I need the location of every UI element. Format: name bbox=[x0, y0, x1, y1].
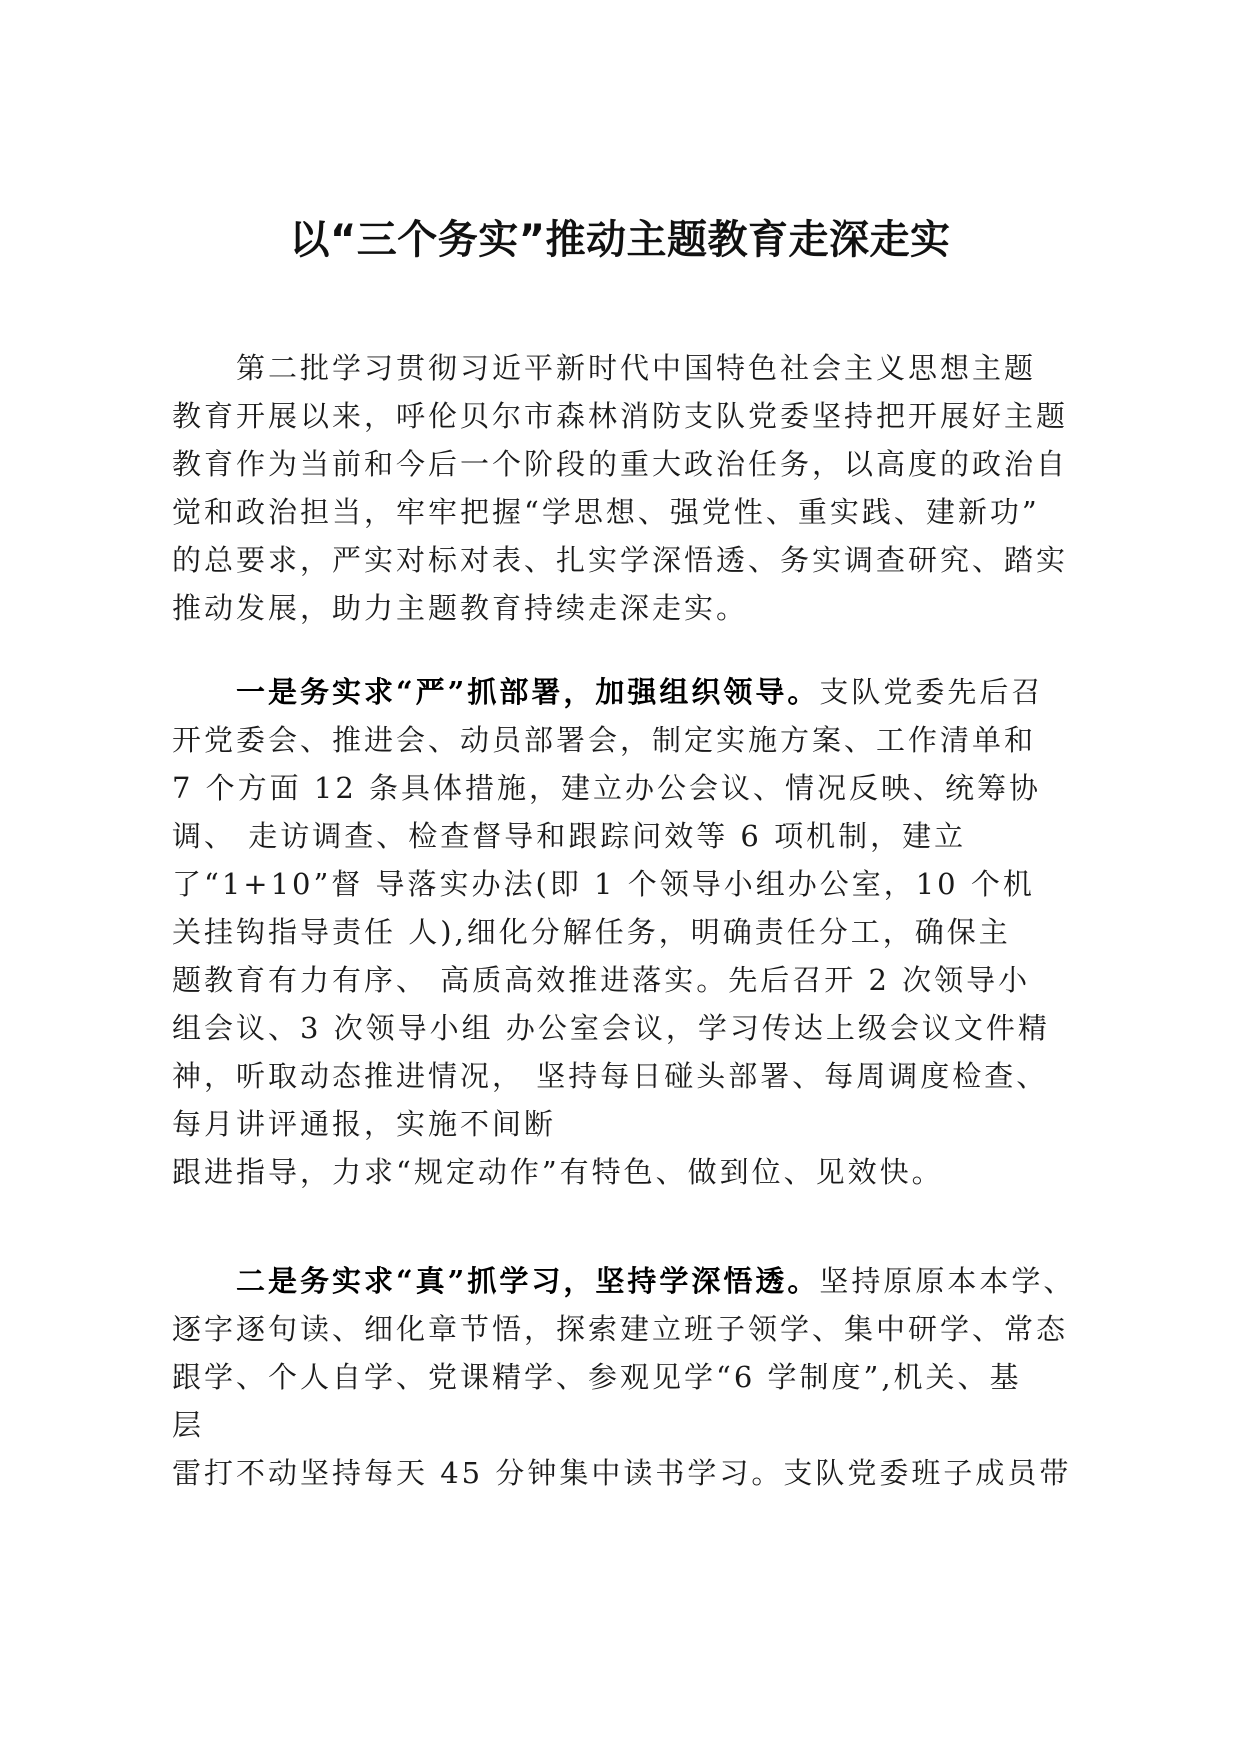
text-line: 调、 走访调查、检查督导和跟踪问效等 6 项机制，建立 bbox=[172, 819, 967, 853]
text-line: 神，听取动态推进情况， 坚持每日碰头部署、每周调度检查、 bbox=[172, 1059, 1049, 1093]
text-line: 了“1+10”督 导落实办法(即 1 个领导小组办公室，10 个机 bbox=[172, 867, 1035, 901]
section-2-heading: 二是务实求“真”抓学习，坚持学深悟透。 bbox=[236, 1264, 820, 1298]
section-2-paragraph bbox=[172, 1257, 1092, 1497]
text-line: 第二批学习贯彻习近平新时代中国特色社会主义思想主题 bbox=[236, 351, 1037, 385]
text-line: 推动发展，助力主题教育持续走深走实。 bbox=[172, 591, 749, 625]
section-1-heading: 一是务实求“严”抓部署，加强组织领导。 bbox=[236, 675, 820, 709]
intro-paragraph bbox=[172, 344, 1092, 632]
text-line bbox=[172, 668, 1092, 716]
text-line bbox=[172, 1257, 1092, 1305]
section-2-first-line-text: 坚持原原本本学、 bbox=[819, 1264, 1076, 1298]
text-line: 教育作为当前和今后一个阶段的重大政治任务，以高度的政治自 bbox=[172, 447, 1069, 481]
text-line: 开党委会、推进会、动员部署会，制定实施方案、工作清单和 bbox=[172, 723, 1037, 757]
text-line: 的总要求，严实对标对表、扎实学深悟透、务实调查研究、踏实 bbox=[172, 543, 1069, 577]
text-line: 7 个方面 12 条具体措施，建立办公会议、情况反映、统筹协 bbox=[172, 771, 1042, 805]
text-line: 层 bbox=[172, 1408, 205, 1442]
text-line: 雷打不动坚持每天 45 分钟集中读书学习。支队党委班子成员带 bbox=[172, 1456, 1072, 1490]
section-1-paragraph bbox=[172, 668, 1092, 1196]
text-line: 教育开展以来，呼伦贝尔市森林消防支队党委坚持把开展好主题 bbox=[172, 399, 1069, 433]
text-line: 跟进指导，力求“规定动作”有特色、做到位、见效快。 bbox=[172, 1155, 944, 1189]
text-line: 觉和政治担当，牢牢把握“学思想、强党性、重实践、建新功” bbox=[172, 495, 1040, 529]
text-line: 逐字逐句读、细化章节悟，探索建立班子领学、集中研学、常态 bbox=[172, 1312, 1069, 1346]
text-line: 每月讲评通报，实施不间断 bbox=[172, 1107, 557, 1141]
document-title: 以“三个务实”推动主题教育走深走实 bbox=[289, 217, 951, 263]
text-line: 题教育有力有序、 高质高效推进落实。先后召开 2 次领导小 bbox=[172, 963, 1031, 997]
text-line: 跟学、个人自学、党课精学、参观见学“6 学制度”,机关、基 bbox=[172, 1360, 1022, 1394]
text-line: 关挂钩指导责任 人),细化分解任务，明确责任分工，确保主 bbox=[172, 915, 1011, 949]
section-1-first-line-text: 支队党委先后召 bbox=[819, 675, 1044, 709]
text-line: 组会议、3 次领导小组 办公室会议，学习传达上级会议文件精 bbox=[172, 1011, 1050, 1045]
